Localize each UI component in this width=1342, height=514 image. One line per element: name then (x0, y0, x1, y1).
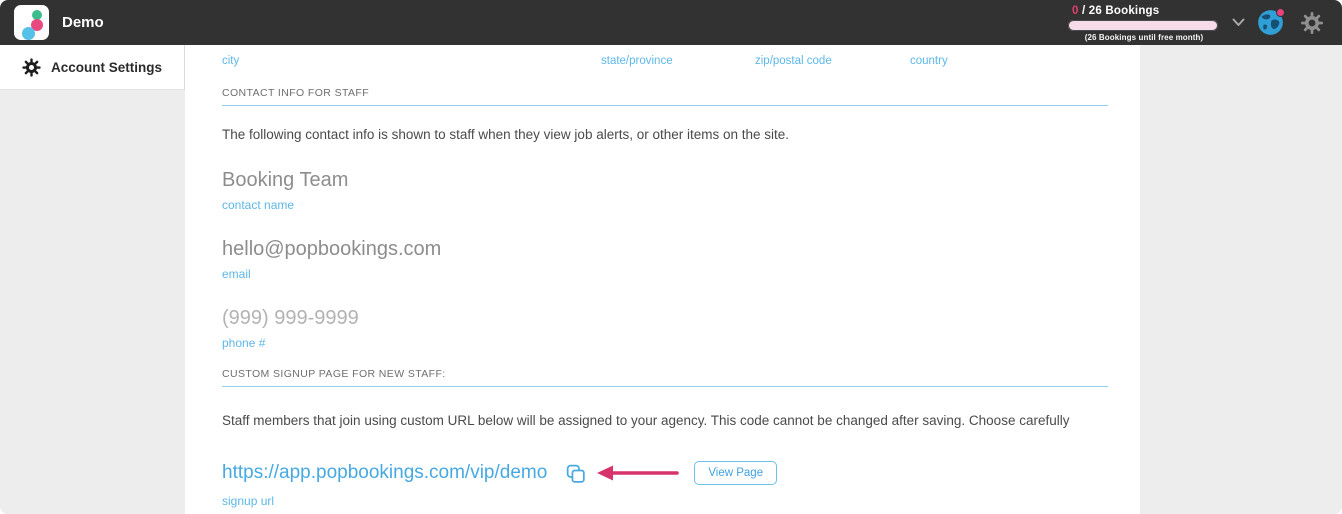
globe-icon[interactable] (1257, 9, 1284, 36)
signup-url-label: signup url (222, 494, 275, 508)
section-divider (222, 105, 1108, 106)
notification-badge (1276, 8, 1285, 17)
address-field-labels (222, 55, 1140, 69)
sidebar-item-label: Account Settings (51, 59, 163, 75)
logo-dot-blue (22, 27, 35, 40)
copy-icon[interactable] (565, 463, 586, 484)
contact-name-value[interactable]: Booking Team (222, 169, 349, 191)
settings-gear-icon[interactable] (1300, 11, 1324, 35)
contact-info-section-heading: CONTACT INFO FOR STAFF (222, 87, 370, 99)
custom-signup-description: Staff members that join using custom URL below will be assigned to your agency. This code cannot be changed after saving. Choose carefully (222, 413, 1070, 428)
contact-name-label: contact name (222, 198, 295, 212)
view-page-button[interactable]: View Page (694, 461, 777, 485)
account-settings-panel (185, 45, 1140, 514)
bookings-used: 0 (1072, 5, 1079, 17)
email-label: email (222, 267, 251, 281)
bookings-usage (1068, 5, 1220, 42)
zip-postal-code-field-label: zip/postal code (755, 55, 832, 67)
email-field (222, 238, 1140, 281)
workspace-title: Demo (62, 14, 104, 31)
bookings-count (1068, 5, 1220, 17)
left-arrow-annotation (596, 464, 680, 482)
state-province-field-label: state/province (601, 55, 673, 67)
email-value[interactable]: hello@popbookings.com (222, 238, 442, 260)
section-divider (222, 386, 1108, 387)
bookings-separator: / (1078, 5, 1089, 17)
sidebar-item-account-settings[interactable] (0, 45, 185, 90)
contact-info-description: The following contact info is shown to staff when they view job alerts, or other items on the site. (222, 127, 790, 142)
phone-label: phone # (222, 336, 266, 350)
page-background-gutter (1140, 45, 1342, 514)
contact-name-field (222, 169, 1140, 212)
account-settings-gear-icon (22, 58, 41, 77)
country-field-label: country (910, 55, 948, 67)
custom-signup-section-heading: CUSTOM SIGNUP PAGE FOR NEW STAFF: (222, 368, 446, 380)
chevron-down-icon[interactable] (1232, 18, 1245, 27)
bookings-total: 26 Bookings (1088, 5, 1160, 17)
top-bar (0, 0, 1342, 45)
phone-field (222, 307, 1140, 350)
signup-url-row (222, 461, 1140, 485)
signup-url-link[interactable]: https://app.popbookings.com/vip/demo (222, 462, 548, 483)
sidebar (0, 45, 185, 514)
popbookings-logo (14, 5, 49, 40)
bookings-subtitle: (26 Bookings until free month) (1084, 33, 1204, 42)
bookings-progress-bar (1068, 20, 1218, 31)
phone-value[interactable]: (999) 999-9999 (222, 307, 359, 329)
city-field-label: city (222, 55, 240, 67)
